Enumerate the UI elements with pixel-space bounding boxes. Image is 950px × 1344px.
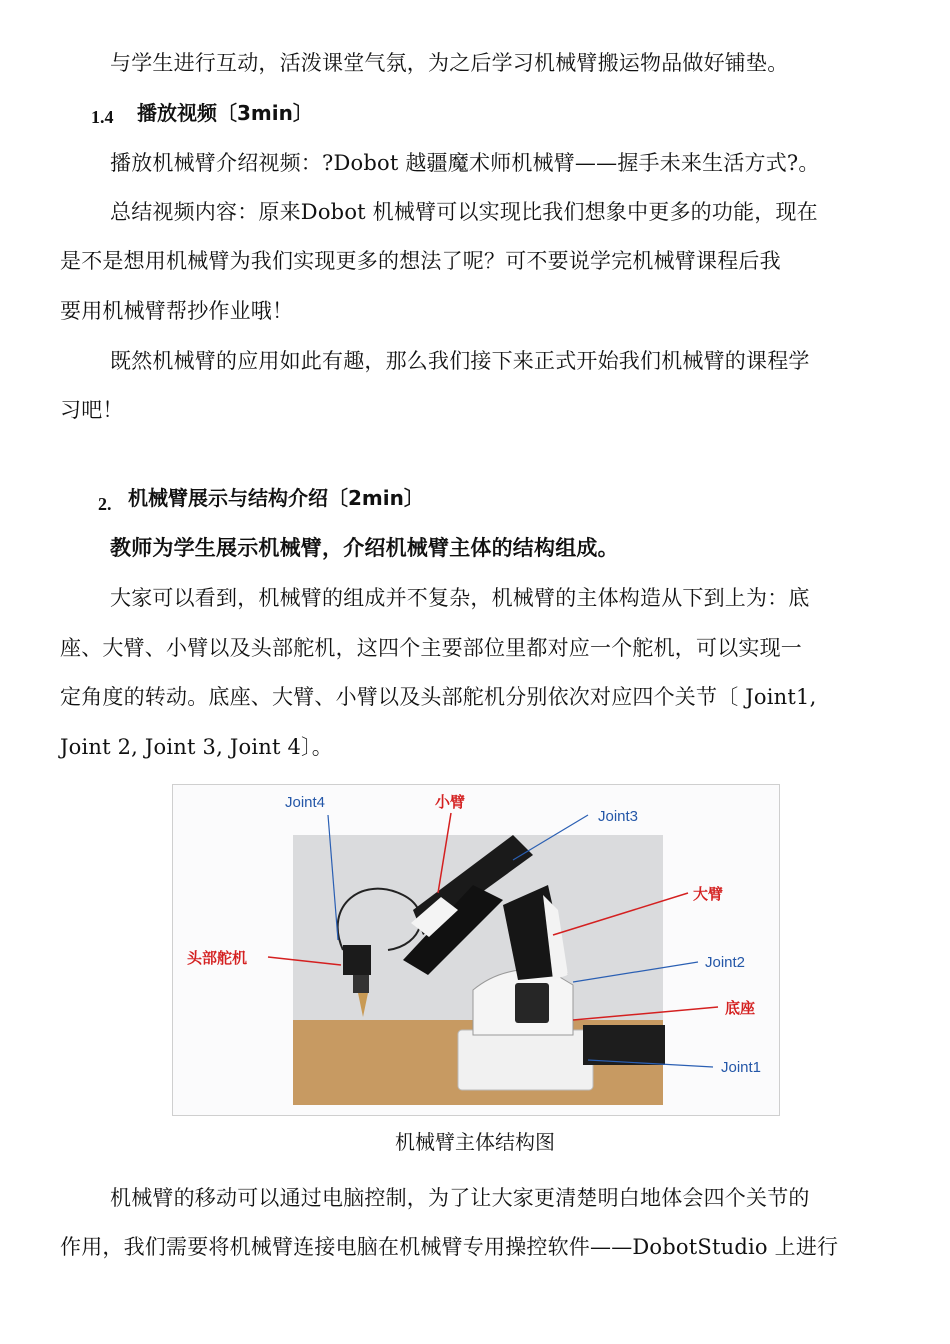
section-heading: 机械臂展示与结构介绍〔2min〕	[128, 486, 424, 510]
label-base: 底座	[725, 999, 756, 1017]
paragraph-line: 座、大臂、小臂以及头部舵机，这四个主要部位里都对应一个舵机，可以实现一	[60, 636, 802, 660]
paragraph-line: 定角度的转动。底座、大臂、小臂以及头部舵机分别依次对应四个关节〔 Joint1,	[60, 685, 817, 709]
paragraph-line: Joint 2, Joint 3, Joint 4〕。	[60, 735, 333, 759]
paragraph-line: 习吧！	[60, 398, 124, 422]
paragraph-line: 作用，我们需要将机械臂连接电脑在机械臂专用操控软件——DobotStudio 上进行	[60, 1235, 839, 1259]
paragraph-line: 既然机械臂的应用如此有趣，那么我们接下来正式开始我们机械臂的课程学	[110, 349, 810, 373]
label-forearm: 小臂	[435, 793, 466, 811]
robot-arm-illustration	[173, 785, 779, 1115]
head-servo-body	[343, 945, 371, 975]
paragraph-line: 播放机械臂介绍视频：?Dobot 越疆魔术师机械臂——握手未来生活方式?。	[110, 151, 820, 175]
section-number: 1.4	[91, 107, 114, 127]
figure-caption: 机械臂主体结构图	[395, 1130, 555, 1154]
head-servo-mount	[353, 975, 369, 993]
section-heading: 播放视频〔3min〕	[137, 101, 313, 125]
paragraph-line: 大家可以看到，机械臂的组成并不复杂，机械臂的主体构造从下到上为：底	[110, 586, 810, 610]
controller-box	[583, 1025, 665, 1065]
paragraph-line: 是不是想用机械臂为我们实现更多的想法了呢？可不要说学完机械臂课程后我	[60, 249, 781, 273]
paragraph-line: 机械臂的移动可以通过电脑控制，为了让大家更清楚明白地体会四个关节的	[110, 1186, 810, 1210]
label-joint2: Joint2	[705, 954, 746, 971]
label-joint1: Joint1	[721, 1059, 762, 1076]
bold-paragraph: 教师为学生展示机械臂，介绍机械臂主体的结构组成。	[110, 535, 619, 560]
robot-arm-figure	[172, 784, 780, 1116]
label-upper-arm: 大臂	[693, 885, 724, 903]
section-number: 2.	[98, 494, 112, 514]
paragraph-line: 要用机械臂帮抄作业哦！	[60, 299, 294, 323]
label-joint4: Joint4	[285, 794, 326, 811]
label-head-servo: 头部舵机	[187, 949, 248, 967]
paragraph-line: 与学生进行互动，活泼课堂气氛，为之后学习机械臂搬运物品做好铺垫。	[110, 51, 789, 75]
arm-base-block	[458, 1030, 593, 1090]
base-servo	[515, 983, 549, 1023]
label-joint3: Joint3	[598, 808, 639, 825]
paragraph-line: 总结视频内容：原来Dobot 机械臂可以实现比我们想象中更多的功能，现在	[110, 200, 818, 224]
